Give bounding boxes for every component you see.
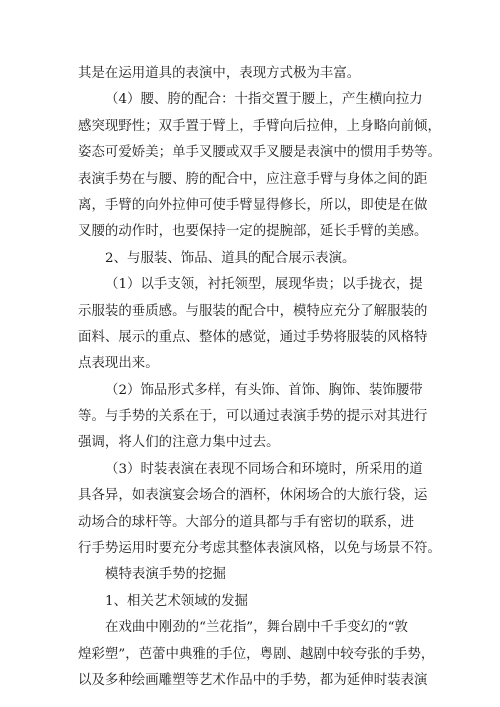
text-line: 其是在运用道具的表演中，表现方式极为丰富。: [78, 66, 361, 81]
text-line: 感突现野性；双手置于臂上，手臂向后拉伸，上身略向前倾，: [78, 118, 441, 134]
text-line: 姿态可爱娇美；单手叉腰或双手叉腰是表演中的惯用手势等。: [78, 145, 441, 161]
text-line: 面料、展示的重点、整体的感觉，通过手势将服装的风格特: [78, 329, 428, 345]
text-line: 示服装的垂质感。与服装的配合中，模特应充分了解服装的: [78, 303, 428, 319]
text-line: 具各异，如表演宴会场合的酒杯，休闲场合的大旅行袋，运: [78, 488, 428, 504]
section-title: 模特表演手势的挖掘: [105, 567, 226, 583]
text-line: （1）以手支领，衬托领型，展现华贵；以手拢衣，提: [105, 277, 423, 293]
text-line: 煌彩塑”，芭蕾中典雅的手位，粤剧、越剧中较夸张的手势，: [78, 646, 435, 662]
text-line: 动场合的球杆等。大部分的道具都与手有密切的联系，进: [78, 514, 415, 530]
text-line: 离，手臂的向外拉伸可使手臂显得修长，所以，即使是在做: [78, 197, 428, 213]
text-line: （2）饰品形式多样，有头饰、首饰、胸饰、装饰腰带: [105, 382, 423, 398]
section-heading: 2、与服装、饰品、道具的配合展示表演。: [105, 250, 356, 266]
text-line: 叉腰的动作时，也要保持一定的提腕部，延长手臂的美感。: [78, 224, 428, 240]
text-line: （4）腰、胯的配合：十指交置于腰上，产生横向拉力: [105, 92, 423, 108]
document-body: [78, 61, 441, 694]
text-line: 行手势运用时要充分考虑其整体表演风格，以免与场景不符。: [78, 541, 441, 557]
text-line: （3）时装表演在表现不同场合和环境时，所采用的道: [105, 461, 423, 477]
section-heading: 1、相关艺术领域的发掘: [105, 593, 248, 609]
text-line: 等。与手势的关系在于，可以通过表演手势的提示对其进行: [78, 409, 428, 425]
text-line: 在戏曲中刚劲的“兰花指”，舞台剧中千手变幻的“敦: [105, 620, 408, 636]
text-line: 点表现出来。: [78, 356, 159, 372]
text-line: 以及多种绘画雕塑等艺术作品中的手势，都为延伸时装表演: [78, 672, 428, 688]
text-line: 强调，将人们的注意力集中过去。: [78, 435, 280, 451]
text-line: 表演手势在与腰、胯的配合中，应注意手臂与身体之间的距: [78, 171, 428, 187]
